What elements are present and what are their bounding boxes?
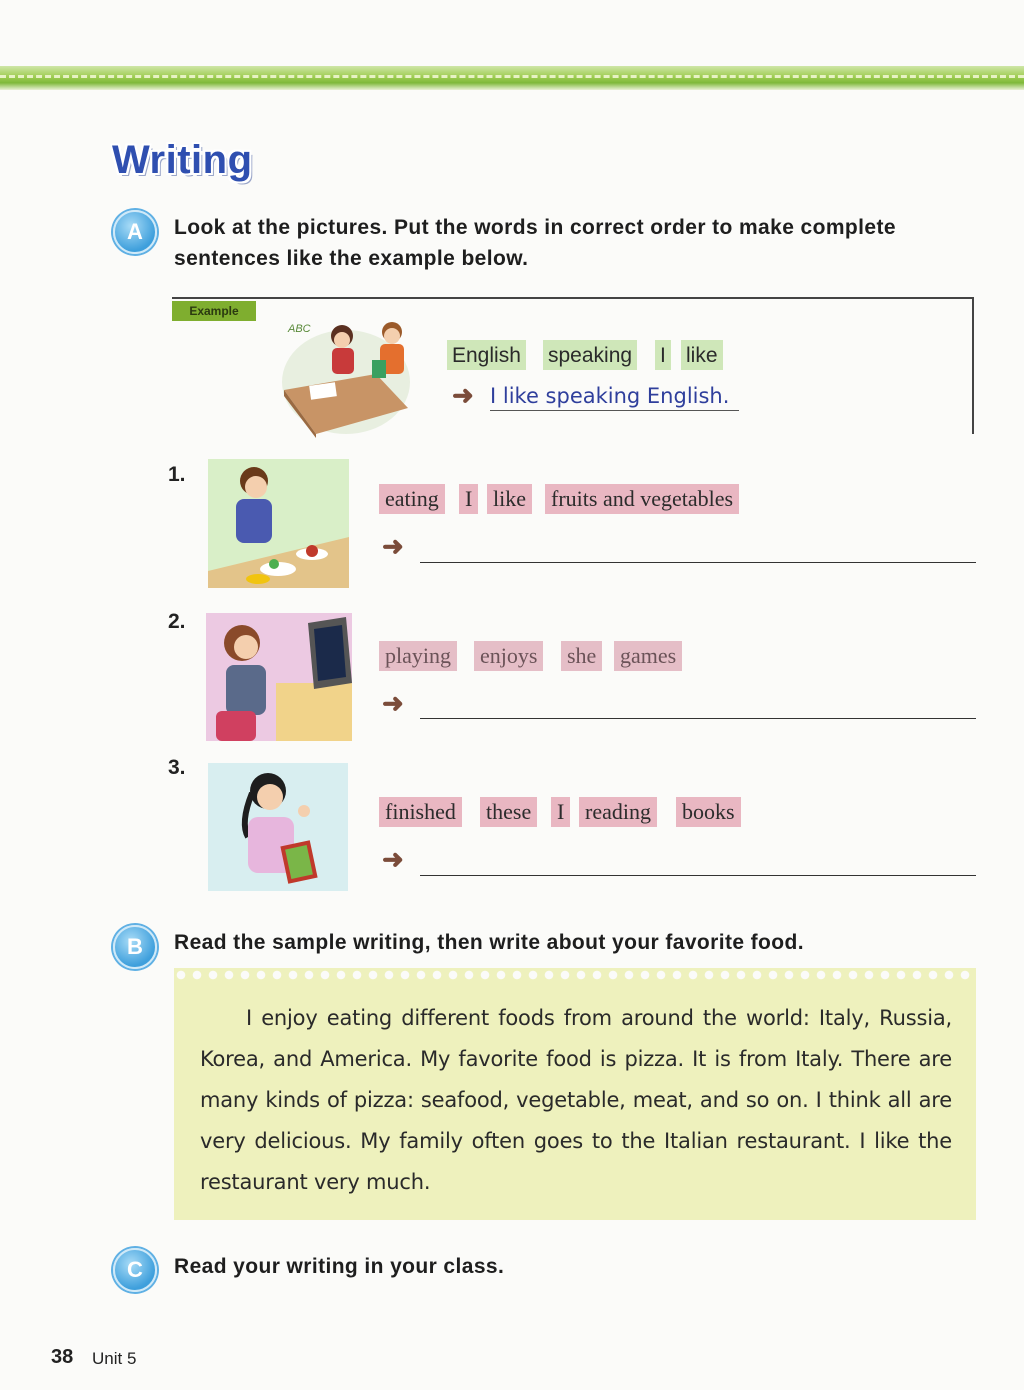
example-word: English [447,340,526,370]
page-number: 38 [51,1346,74,1368]
item-2-picture [206,613,352,741]
example-word: like [681,340,723,370]
answer-line[interactable] [420,562,976,563]
word-tile: eating [379,484,445,514]
sample-writing-text: I enjoy eating different foods from around the world: Italy, Russia, Korea, and America. My favorite food is pizza. It is from Italy. There are many kinds of pizza: seafood, vegetable, meat, and so on. I think all are very delicious. My family often goes to the Italian restaurant. I like the restaurant very much. [200,1006,952,1194]
word-tile: I [551,797,570,827]
word-tile: finished [379,797,462,827]
word-tile: books [676,797,741,827]
word-tile: I [459,484,478,514]
word-tile: like [487,484,532,514]
example-word: speaking [543,340,637,370]
answer-line[interactable] [420,875,976,876]
section-c-instruction: Read your writing in your class. [174,1255,505,1278]
section-b-badge: B [113,925,157,969]
arrow-icon: ➜ [382,531,404,561]
example-word: I [655,340,671,370]
arrow-icon: ➜ [382,688,404,718]
word-tile: games [614,641,682,671]
item-3-picture [208,763,348,891]
item-number: 2. [168,610,186,633]
item-number: 1. [168,463,186,486]
example-picture-caption: ABC [288,323,311,335]
word-tile: these [480,797,537,827]
arrow-icon: ➜ [452,380,474,410]
section-a-instruction: Look at the pictures. Put the words in correct order to make complete sentences like the example below. [174,216,896,270]
unit-label: Unit 5 [92,1349,137,1368]
section-a-badge: A [113,210,157,254]
word-tile: she [561,641,602,671]
word-tile: fruits and vegetables [545,484,739,514]
item-1-picture [208,459,349,588]
arrow-icon: ➜ [382,844,404,874]
sample-writing-perforation [174,968,976,982]
answer-line[interactable] [420,718,976,719]
top-decorative-band [0,66,1024,90]
example-picture [280,312,412,438]
word-tile: reading [579,797,657,827]
word-tile: playing [379,641,457,671]
section-c-badge: C [113,1248,157,1292]
section-b-instruction: Read the sample writing, then write about your favorite food. [174,931,804,954]
page-title: Writing [112,138,253,182]
example-answer: I like speaking English. [490,384,739,411]
top-band-stitching [0,75,1024,78]
item-number: 3. [168,756,186,779]
word-tile: enjoys [474,641,543,671]
example-tag: Example [172,301,256,321]
